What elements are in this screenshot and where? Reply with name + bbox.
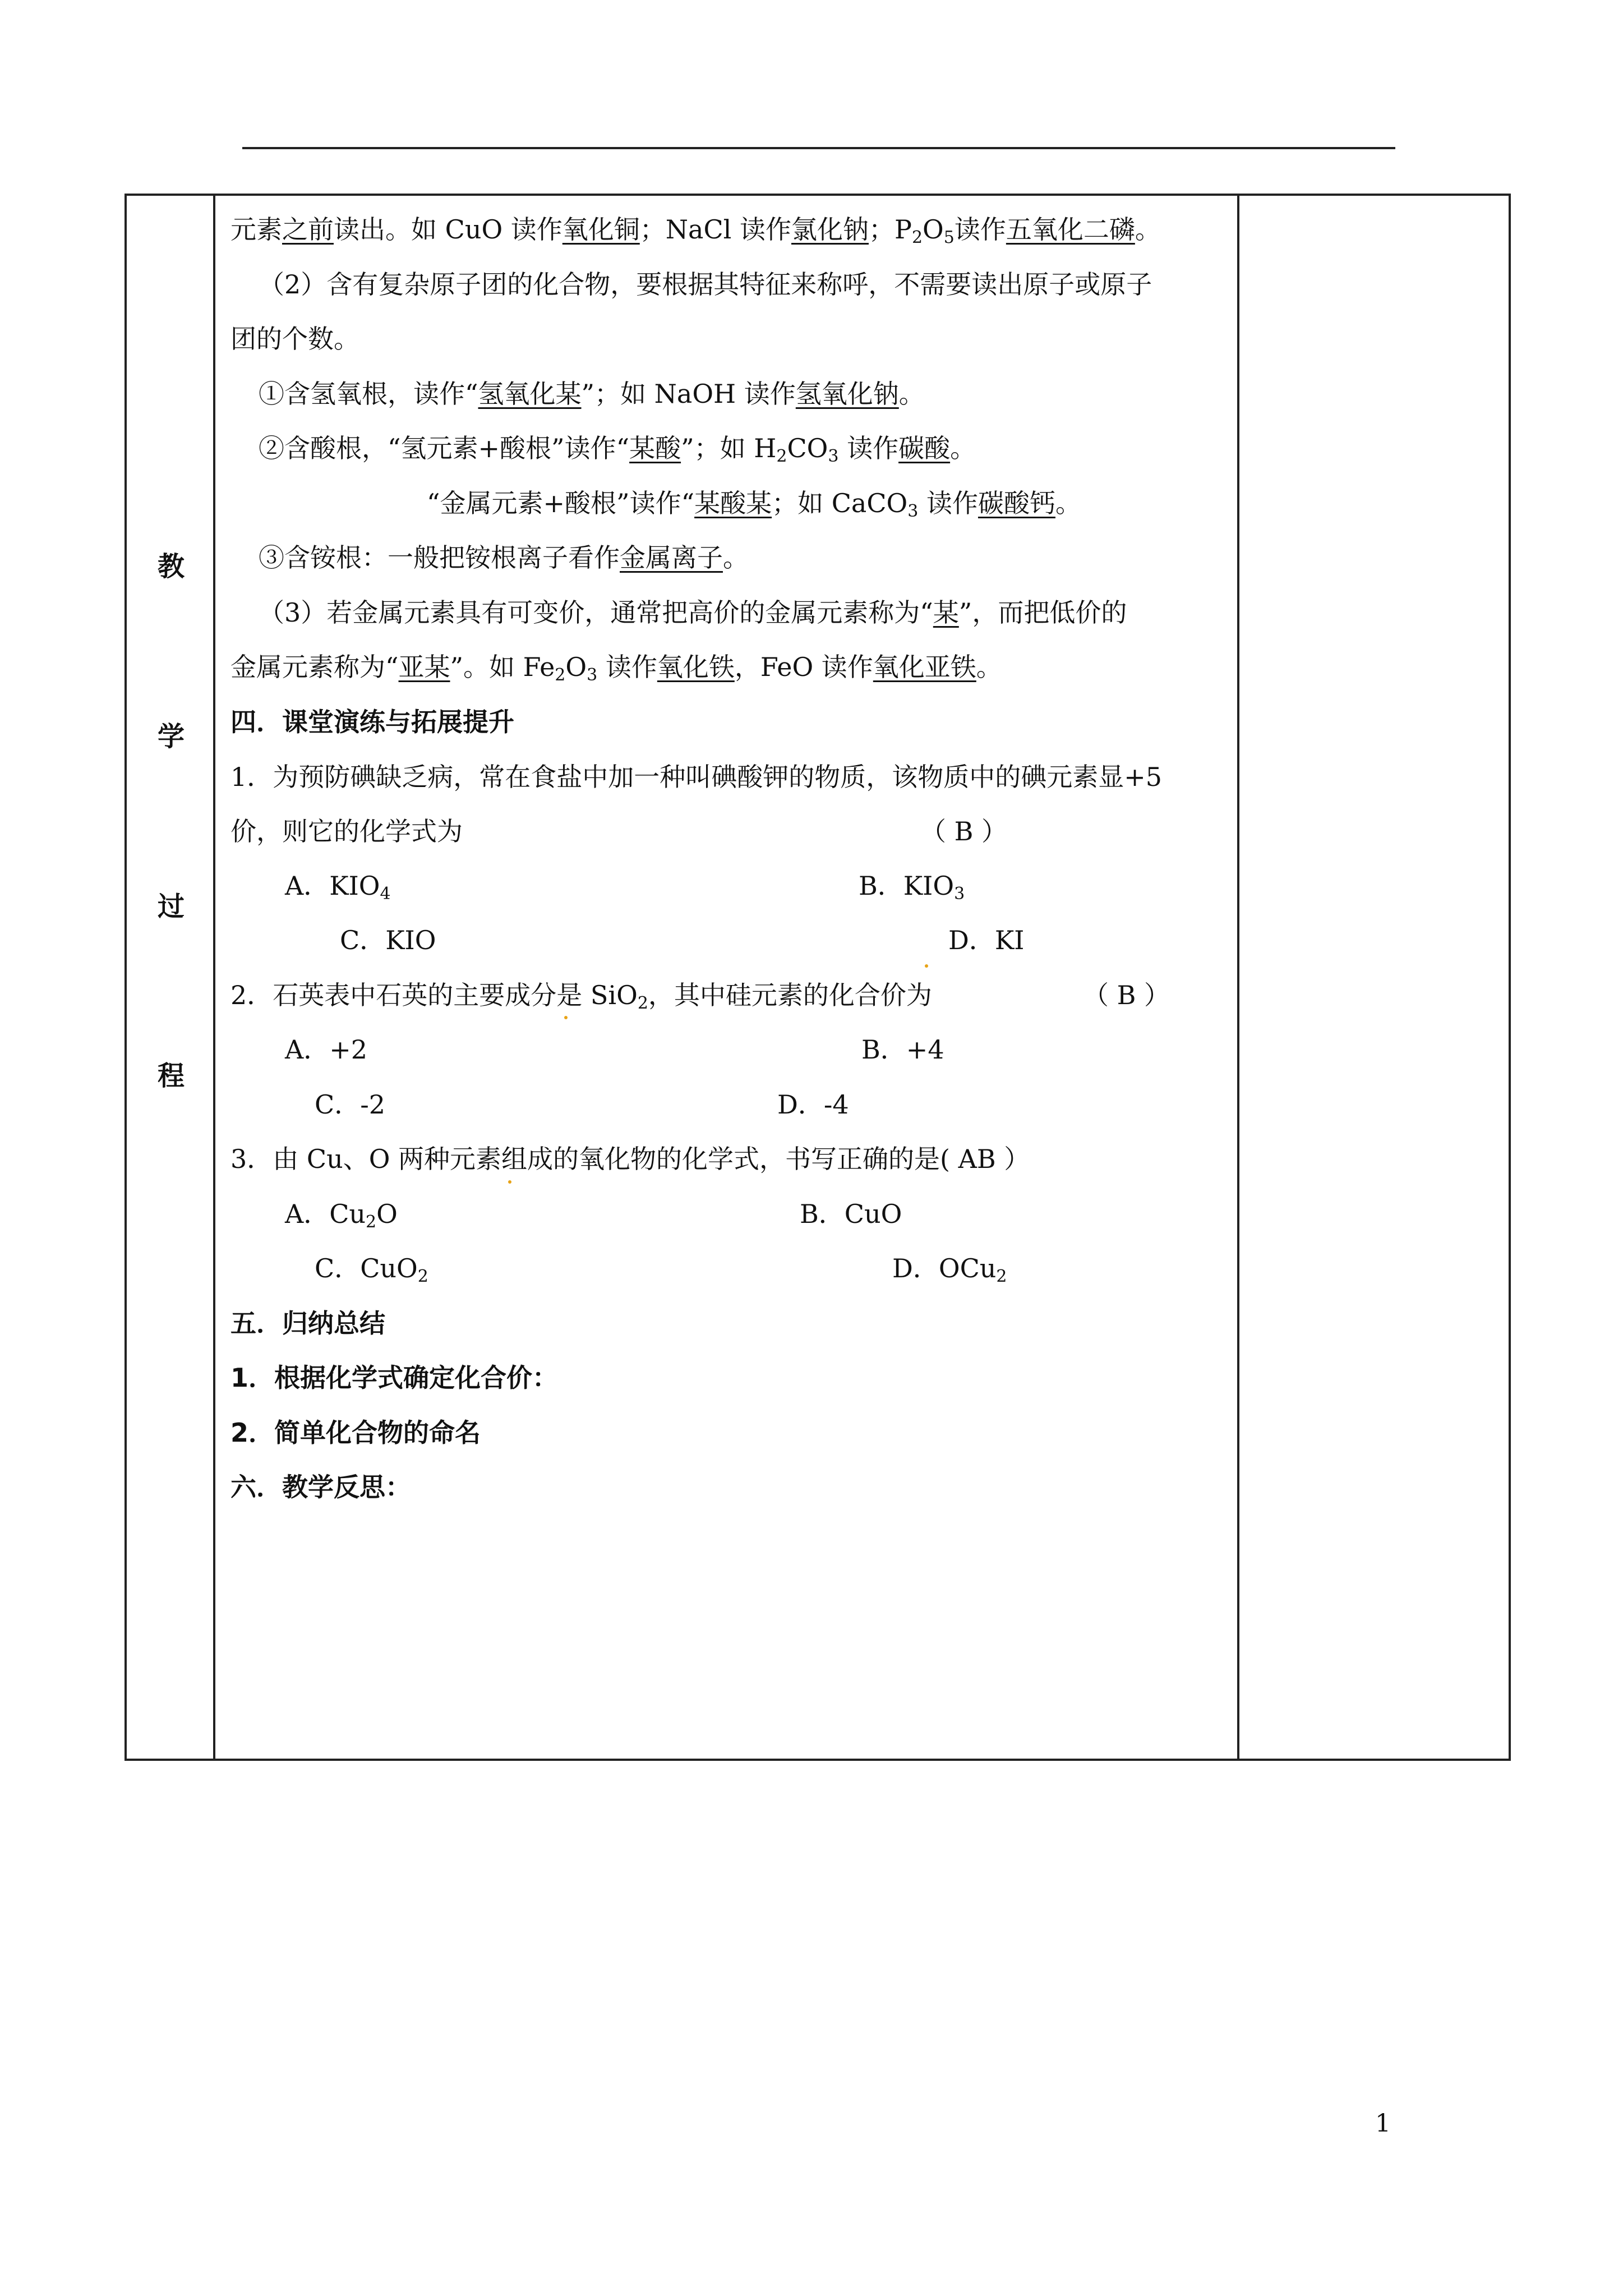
text: D．OCu [892, 1253, 997, 1283]
subscript: 2 [417, 1267, 428, 1286]
text: 读作 [918, 488, 978, 518]
underlined-text: 氢氧化某 [478, 379, 582, 409]
underlined-text: 碳酸钙 [978, 488, 1055, 518]
side-label-2: 学 [157, 721, 185, 752]
q1-option-a [285, 869, 391, 903]
page-number: 1 [1375, 2109, 1391, 2138]
text: A．Cu [285, 1199, 366, 1229]
question-3: 3．由 Cu、O 两种元素组成的氧化物的化学式，书写正确的是( AB ） [230, 1144, 1030, 1174]
underlined-text: 五氧化二磷 [1006, 214, 1135, 245]
lesson-table [125, 194, 1511, 1761]
section-heading-6: 六．教学反思： [230, 1472, 411, 1502]
text: ，其中硅元素的化合价为 [648, 980, 932, 1010]
text: CO [787, 433, 828, 463]
subscript: 2 [776, 447, 787, 466]
side-label-3: 过 [157, 891, 185, 922]
text: ；如 CaCO [772, 488, 908, 518]
underlined-text: 某酸 [629, 433, 681, 463]
q2-option-b: B．+4 [861, 1034, 944, 1065]
question-2-answer: （ B ） [1083, 980, 1170, 1010]
subscript: 3 [828, 447, 839, 466]
subscript: 2 [911, 228, 923, 247]
q2-option-d: D．-4 [777, 1089, 849, 1120]
question-1-line-1: 1．为预防碘缺乏病，常在食盐中加一种叫碘酸钾的物质，该物质中的碘元素显+5 [230, 762, 1163, 792]
text: C．CuO [315, 1253, 418, 1283]
subscript: 3 [954, 884, 965, 904]
q3-option-d [892, 1251, 1007, 1285]
text: 。 [1135, 214, 1161, 245]
text: O [376, 1199, 398, 1229]
underlined-text: 亚某 [398, 652, 450, 682]
text: 读作 [954, 214, 1006, 245]
q2-option-c: C．-2 [315, 1089, 386, 1120]
underlined-text: 某 [933, 597, 959, 628]
text-line-7 [259, 541, 749, 574]
text: ；NaCl 读作 [639, 214, 791, 245]
text: B．KIO [859, 871, 955, 901]
summary-item-1: 1．根据化学式确定化合价： [230, 1363, 559, 1393]
q3-option-b: B．CuO [800, 1199, 902, 1229]
text: O [923, 214, 944, 245]
summary-item-2: 2．简单化合物的命名 [230, 1418, 481, 1448]
column-divider-left [213, 196, 215, 1759]
question-1-line-2: 价，则它的化学式为 [230, 816, 463, 846]
text-line-5 [259, 431, 976, 465]
text-line-9 [230, 650, 1002, 684]
text: ，FeO 读作 [734, 652, 873, 682]
column-divider-right [1237, 196, 1239, 1759]
text: 。 [898, 379, 925, 409]
stray-dot [508, 1180, 511, 1184]
text: ”；如 NaOH 读作 [581, 379, 796, 409]
text: ；P [869, 214, 912, 245]
underlined-text: 氧化亚铁 [873, 652, 976, 682]
underlined-text: 氧化铁 [657, 652, 735, 682]
section-heading-4: 四．课堂演练与拓展提升 [230, 707, 514, 737]
stray-dot [564, 1016, 568, 1019]
text: 。 [976, 652, 1002, 682]
text: ”；如 H [681, 433, 777, 463]
text: ”。如 Fe [450, 652, 555, 682]
text: 金属元素称为“ [230, 652, 399, 682]
text: ①含氢氧根，读作“ [259, 379, 478, 409]
side-label-1: 教 [157, 551, 185, 582]
text: 读作 [838, 433, 899, 463]
underlined-text: 之前 [282, 214, 334, 245]
text-line-2: （2）含有复杂原子团的化合物，要根据其特征来称呼，不需要读出原子或原子 [259, 269, 1152, 300]
underlined-text: 氧化铜 [562, 214, 640, 245]
text: 元素 [230, 214, 282, 245]
text: O [565, 652, 587, 682]
subscript: 2 [637, 993, 648, 1013]
text: 。 [950, 433, 976, 463]
subscript: 3 [907, 501, 919, 521]
stray-dot [925, 964, 928, 968]
text-line-8 [259, 596, 1127, 629]
subscript: 4 [380, 884, 391, 904]
text: ②含酸根，“氢元素+酸根”读作“ [259, 433, 630, 463]
text: ”，而把低价的 [958, 597, 1127, 628]
section-heading-5: 五．归纳总结 [230, 1308, 385, 1338]
subscript: 2 [555, 665, 566, 685]
subscript: 3 [587, 665, 598, 685]
underlined-text: 碳酸 [898, 433, 951, 463]
subscript: 5 [943, 228, 955, 247]
question-1-answer: （ B ） [920, 816, 1008, 846]
q3-option-c [315, 1251, 428, 1285]
subscript: 2 [366, 1212, 377, 1232]
text: A．KIO [285, 871, 380, 901]
text: 读出。如 CuO 读作 [334, 214, 562, 245]
text: ③含铵根：一般把铵根离子看作 [259, 542, 620, 573]
text: 读作 [597, 652, 657, 682]
underlined-text: 某酸某 [694, 488, 772, 518]
text: 。 [1055, 488, 1081, 518]
text: “金属元素+酸根”读作“ [427, 488, 695, 518]
text-line-4 [259, 377, 925, 411]
q3-option-a [285, 1197, 398, 1231]
text-line-1 [230, 213, 1161, 246]
side-label-4: 程 [157, 1060, 185, 1092]
text: （3）若金属元素具有可变价，通常把高价的金属元素称为“ [259, 597, 933, 628]
text-line-6 [427, 486, 1081, 520]
header-rule [242, 147, 1395, 149]
q2-option-a: A．+2 [285, 1034, 368, 1065]
underlined-text: 金属离子 [620, 542, 723, 573]
q1-option-b [859, 869, 965, 903]
q1-option-d: D．KI [948, 925, 1025, 955]
text-line-3: 团的个数。 [230, 324, 359, 354]
q1-option-c: C．KIO [340, 925, 436, 955]
text: 2．石英表中石英的主要成分是 SiO [230, 980, 638, 1010]
underlined-text: 氢氧化钠 [795, 379, 899, 409]
text: 。 [723, 542, 749, 573]
question-2 [230, 978, 932, 1012]
subscript: 2 [996, 1267, 1007, 1286]
underlined-text: 氯化钠 [791, 214, 869, 245]
